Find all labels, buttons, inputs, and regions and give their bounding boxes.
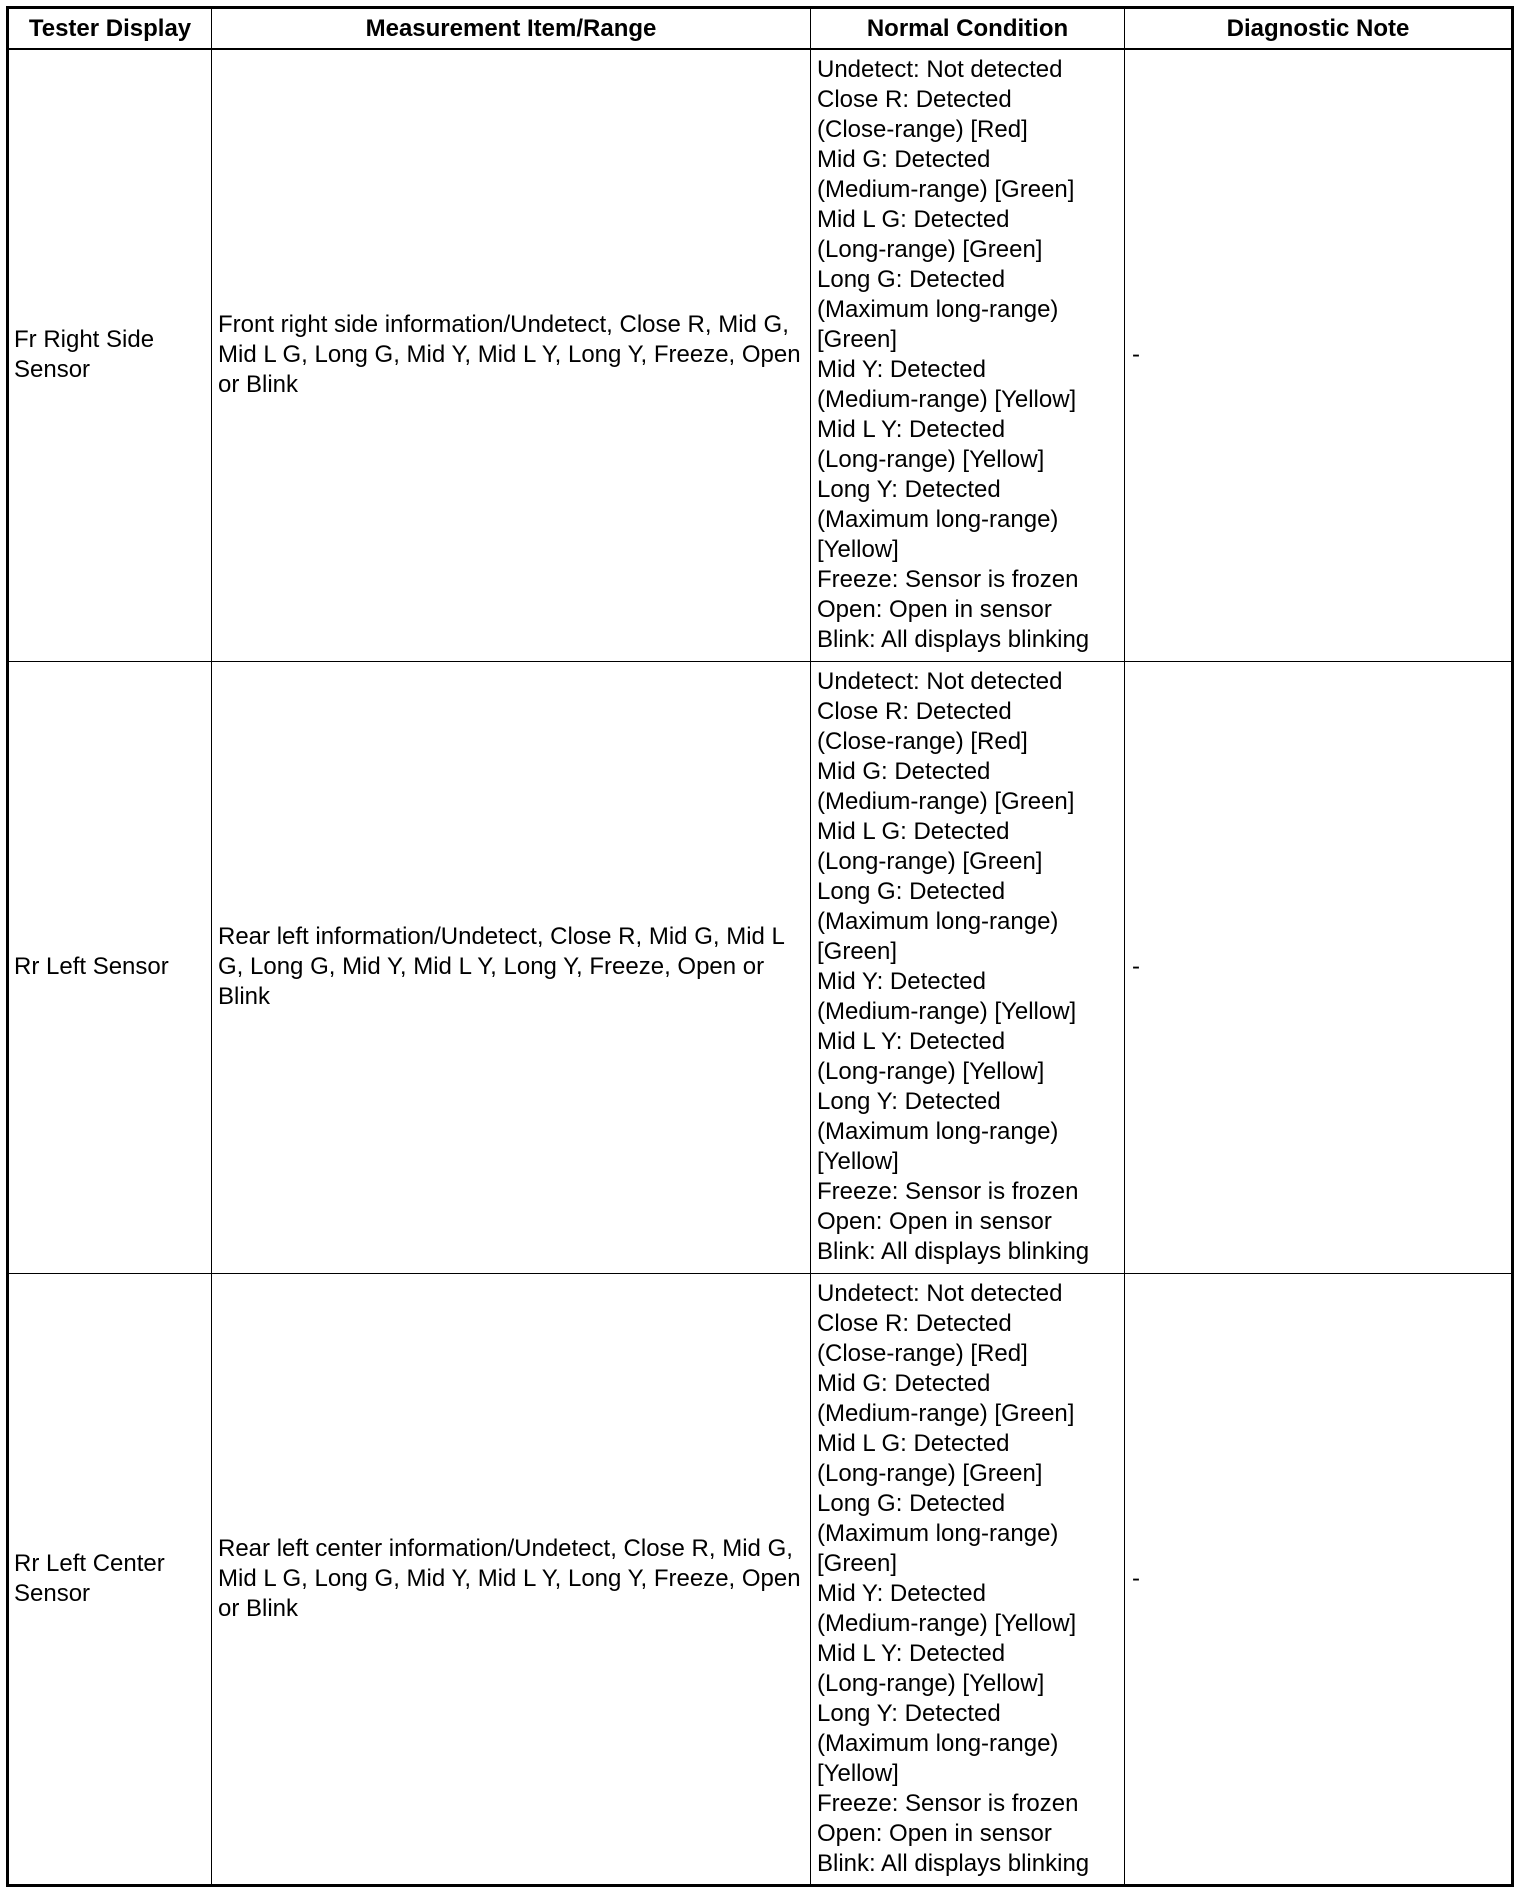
- tester-display-cell: Fr Right Side Sensor: [8, 49, 212, 661]
- normal-condition-line: (Long-range) [Yellow]: [817, 446, 1045, 474]
- normal-condition-line: Mid Y: Detected: [817, 1579, 986, 1607]
- tester-display-cell: Rr Left Center Sensor: [8, 1273, 212, 1885]
- measurement-item-range-cell: Rear left information/Undetect, Close R, Mid G, Mid L G, Long G, Mid Y, Mid L Y, Long Y, Freeze, Open or Blink: [212, 661, 811, 1273]
- normal-condition-line: (Medium-range) [Green]: [817, 1399, 1075, 1427]
- normal-condition-line: (Long-range) [Yellow]: [817, 1669, 1045, 1697]
- normal-condition-line: (Close-range) [Red]: [817, 1339, 1028, 1367]
- normal-condition-line: [Yellow]: [817, 536, 899, 564]
- normal-condition-line: Freeze: Sensor is frozen: [817, 1178, 1079, 1205]
- diagnostic-note-cell: -: [1125, 49, 1513, 661]
- data-list-table: [6, 6, 1514, 1887]
- diagnostic-note-cell: -: [1125, 1273, 1513, 1885]
- normal-condition-line: (Medium-range) [Green]: [817, 788, 1075, 815]
- normal-condition-line: (Maximum long-range): [817, 296, 1059, 324]
- normal-condition-line: Open: Open in sensor: [817, 596, 1052, 624]
- normal-condition-line: [Yellow]: [817, 1148, 899, 1175]
- header-normal-condition: Normal Condition: [811, 8, 1125, 50]
- normal-condition-line: Mid L Y: Detected: [817, 1639, 1006, 1667]
- normal-condition-line: Undetect: Not detected: [817, 668, 1063, 695]
- normal-condition-line: Blink: All displays blinking: [817, 1238, 1090, 1265]
- normal-condition-line: Long G: Detected: [817, 878, 1006, 905]
- table-row: [8, 49, 1513, 661]
- normal-condition-line: Long Y: Detected: [817, 476, 1001, 504]
- normal-condition-line: Long Y: Detected: [817, 1088, 1001, 1115]
- normal-condition-line: (Maximum long-range): [817, 1729, 1059, 1757]
- normal-condition-line: Mid L G: Detected: [817, 206, 1010, 234]
- normal-condition-line: (Long-range) [Green]: [817, 236, 1043, 264]
- normal-condition-line: Mid Y: Detected: [817, 968, 986, 995]
- normal-condition-line: [Green]: [817, 938, 898, 965]
- normal-condition-line: [Green]: [817, 1549, 898, 1577]
- normal-condition-line: Blink: All displays blinking: [817, 626, 1090, 654]
- normal-condition-line: (Maximum long-range): [817, 908, 1059, 935]
- normal-condition-cell: [811, 1273, 1125, 1885]
- normal-condition-line: Undetect: Not detected: [817, 1279, 1063, 1307]
- normal-condition-line: Mid Y: Detected: [817, 356, 986, 384]
- normal-condition-line: Mid L Y: Detected: [817, 416, 1006, 444]
- normal-condition-line: Undetect: Not detected: [817, 56, 1063, 84]
- normal-condition-line: Long Y: Detected: [817, 1699, 1001, 1727]
- normal-condition-line: (Long-range) [Green]: [817, 848, 1043, 875]
- normal-condition-line: Close R: Detected: [817, 698, 1012, 725]
- normal-condition-line: Freeze: Sensor is frozen: [817, 566, 1079, 594]
- measurement-item-range-cell: Rear left center information/Undetect, Close R, Mid G, Mid L G, Long G, Mid Y, Mid L Y, Long Y, Freeze, Open or Blink: [212, 1273, 811, 1885]
- normal-condition-cell: [811, 49, 1125, 661]
- normal-condition-cell: [811, 661, 1125, 1273]
- table-header: [8, 8, 1513, 50]
- normal-condition-line: (Medium-range) [Yellow]: [817, 998, 1077, 1025]
- normal-condition-line: Blink: All displays blinking: [817, 1849, 1090, 1877]
- normal-condition-line: Mid L G: Detected: [817, 818, 1010, 845]
- measurement-item-range-cell: Front right side information/Undetect, Close R, Mid G, Mid L G, Long G, Mid Y, Mid L Y, Long Y, Freeze, Open or Blink: [212, 49, 811, 661]
- header-diagnostic-note: Diagnostic Note: [1125, 8, 1513, 50]
- normal-condition-line: (Long-range) [Yellow]: [817, 1058, 1045, 1085]
- normal-condition-line: Mid G: Detected: [817, 146, 991, 174]
- normal-condition-line: (Maximum long-range): [817, 506, 1059, 534]
- normal-condition-line: (Maximum long-range): [817, 1519, 1059, 1547]
- tester-display-cell: Rr Left Sensor: [8, 661, 212, 1273]
- table-body: [8, 49, 1513, 1885]
- normal-condition-line: Long G: Detected: [817, 266, 1006, 294]
- diagnostic-note-cell: -: [1125, 661, 1513, 1273]
- normal-condition-line: Close R: Detected: [817, 1309, 1012, 1337]
- normal-condition-line: [Yellow]: [817, 1759, 899, 1787]
- normal-condition-line: (Close-range) [Red]: [817, 116, 1028, 144]
- normal-condition-line: (Medium-range) [Green]: [817, 176, 1075, 204]
- header-measurement-item-range: Measurement Item/Range: [212, 8, 811, 50]
- normal-condition-line: Mid G: Detected: [817, 758, 991, 785]
- table-row: [8, 661, 1513, 1273]
- normal-condition-line: Mid L Y: Detected: [817, 1028, 1006, 1055]
- normal-condition-line: Long G: Detected: [817, 1489, 1006, 1517]
- normal-condition-line: (Medium-range) [Yellow]: [817, 386, 1077, 414]
- normal-condition-line: (Long-range) [Green]: [817, 1459, 1043, 1487]
- header-row: [8, 8, 1513, 50]
- normal-condition-line: Open: Open in sensor: [817, 1819, 1052, 1847]
- normal-condition-line: Mid L G: Detected: [817, 1429, 1010, 1457]
- header-tester-display: Tester Display: [8, 8, 212, 50]
- table-row: [8, 1273, 1513, 1885]
- normal-condition-line: (Maximum long-range): [817, 1118, 1059, 1145]
- normal-condition-line: Mid G: Detected: [817, 1369, 991, 1397]
- normal-condition-line: Freeze: Sensor is frozen: [817, 1789, 1079, 1817]
- normal-condition-line: (Medium-range) [Yellow]: [817, 1609, 1077, 1637]
- normal-condition-line: Close R: Detected: [817, 86, 1012, 114]
- normal-condition-line: Open: Open in sensor: [817, 1208, 1052, 1235]
- normal-condition-line: (Close-range) [Red]: [817, 728, 1028, 755]
- normal-condition-line: [Green]: [817, 326, 898, 354]
